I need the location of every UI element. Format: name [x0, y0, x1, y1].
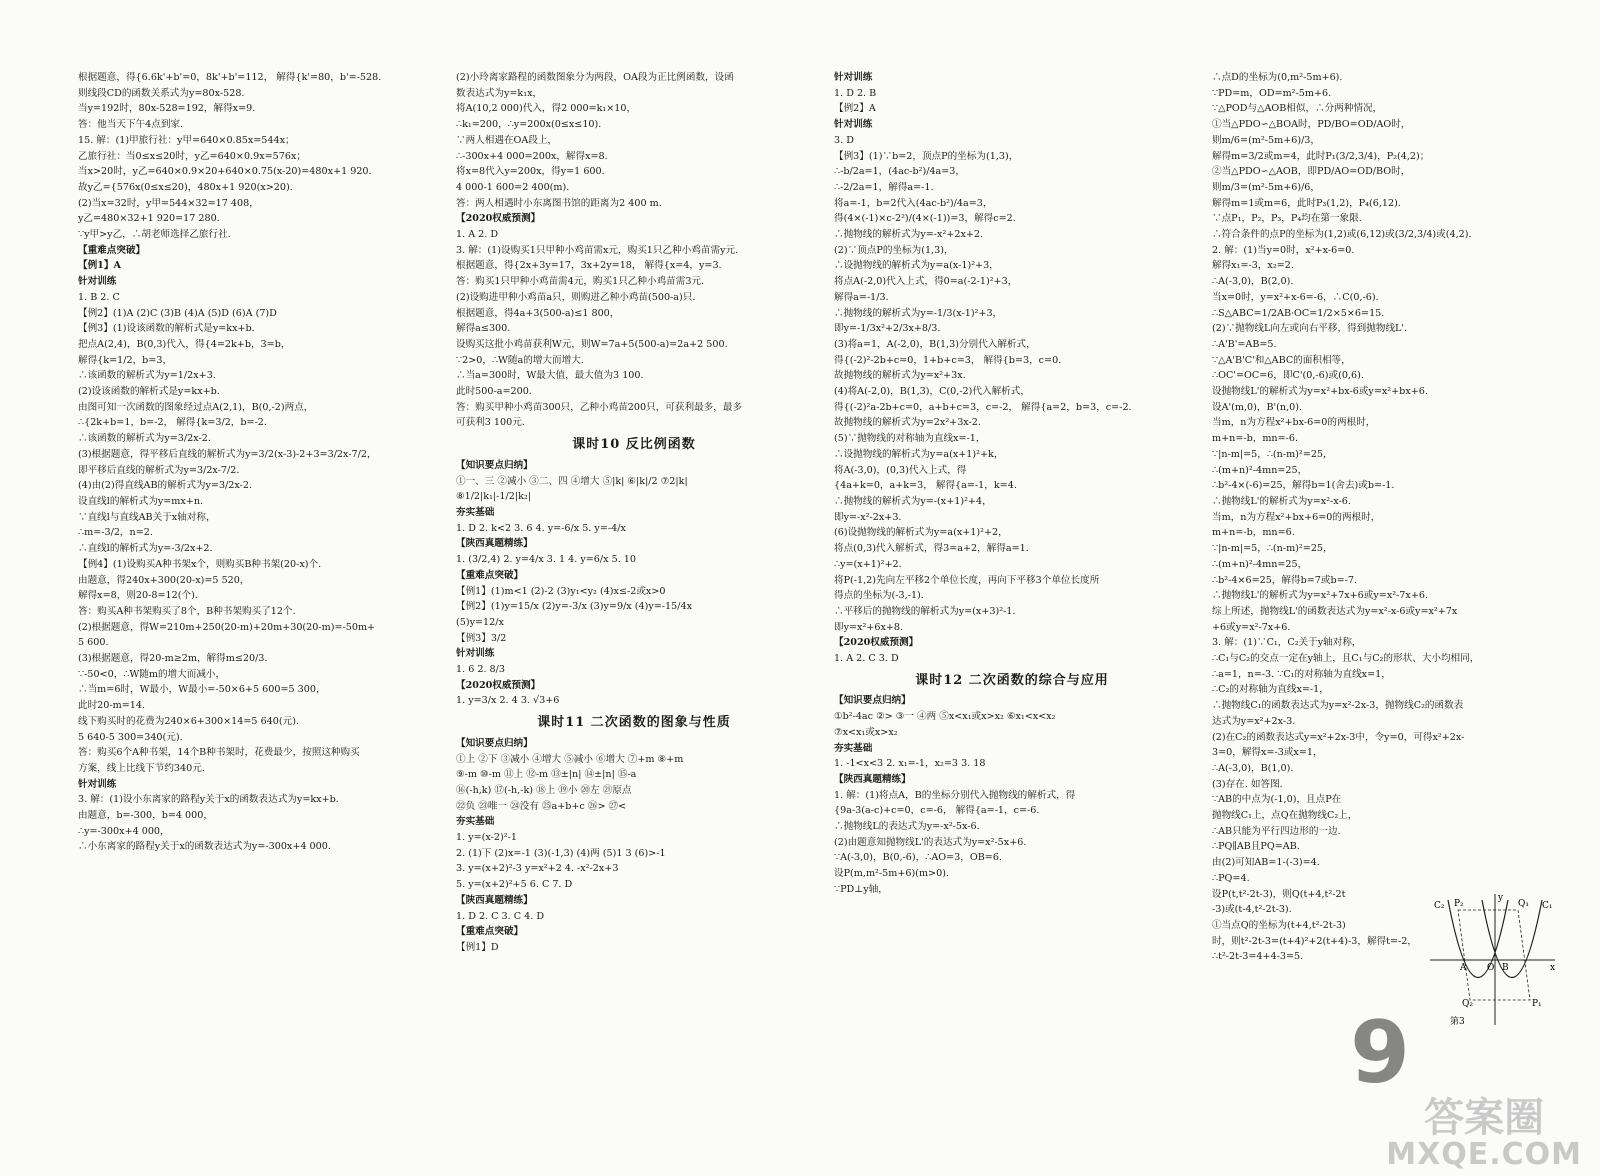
- text-line: (2)小玲离家路程的函数图象分为两段，OA段为正比例函数，设函: [456, 72, 734, 83]
- text-line: ∴抛物线C₁的函数表达式为y=x²-2x-3，抛物线C₂的函数表: [1212, 700, 1464, 712]
- text-line: 故抛物线的解析式为y=2x²+3x-2.: [834, 417, 981, 429]
- text-line: 把点A(2,4)，B(0,3)代入，得{4=2k+b，3=b，: [78, 338, 291, 350]
- text-line: 得{(-2)²a-2b+c=0，a+b+c=3，c=-2， 解得{a=2，b=3，c=-2.: [834, 401, 1132, 413]
- fig-label: P₁: [1532, 999, 1542, 1009]
- text-line: 当y=192时，80x-528=192，解得x=9.: [78, 103, 256, 115]
- text-line: ∴该函数的解析式为y=1/2x+3.: [78, 370, 216, 382]
- text-line: 【陕西真题精练】: [456, 538, 533, 550]
- text-line: 答：购买1只甲种小鸡苗需4元，购买1只乙种小鸡苗需3元.: [456, 276, 705, 288]
- text-line: 3. 解：(1)设小东离家的路程y关于x的函数表达式为y=kx+b.: [78, 794, 339, 806]
- text-line: ∴抛物线的解析式为y=-1/3(x-1)²+3，: [834, 307, 1003, 319]
- text-line: ②当△PDO∽△AOB，即PD/AO=OD/BO时，: [1212, 166, 1411, 178]
- text-line: ∴直线l的解析式为y=-3/2x+2.: [78, 543, 213, 555]
- text-line: 答：他当天下午4点到家.: [78, 119, 184, 131]
- text-line: ∵y甲>y乙，∴胡老师选择乙旅行社.: [78, 229, 231, 241]
- text-line: ∴符合条件的点P的坐标为(1,2)或(6,12)或(3/2,3/4)或(4,2).: [1212, 229, 1472, 241]
- text-line: 答：购买甲种小鸡苗300只，乙种小鸡苗200只，可获利最多，最多: [456, 401, 743, 413]
- text-line: ∴AB只能为平行四边形的一边.: [1212, 825, 1341, 837]
- text-line: ∴A'B'=AB=5.: [1212, 338, 1277, 350]
- text-line: 1. A 2. C 3. D: [834, 653, 899, 665]
- fig-label: O: [1487, 963, 1495, 973]
- text-line: 得{(-2)²-2b+c=0，1+b+c=3， 解得{b=3，c=0.: [834, 354, 1062, 366]
- text-line: 【例4】(1)设购买A种书架x个，则购买B种书架(20-x)个.: [78, 558, 322, 570]
- text-line: 根据题意，得4a+3(500-a)≤1 800，: [456, 307, 620, 319]
- text-line: ∵PD⊥y轴，: [834, 883, 888, 895]
- text-line: 设购买这批小鸡苗获利W元，则W=7a+5(500-a)=2a+2 500.: [456, 338, 728, 350]
- text-line: ∴抛物线L的表达式为y=-x²-5x-6.: [834, 821, 980, 833]
- text-line: (2)由题意知抛物线L'的表达式为y=x²-5x+6.: [834, 836, 1027, 848]
- text-line: 设A'(m,0)，B'(n,0).: [1212, 401, 1303, 413]
- text-line: 解得a≤300.: [456, 323, 511, 335]
- text-line: ∴OC'=OC=6，即C'(0,-6)或(0,6).: [1212, 370, 1364, 382]
- text-line: 【知识要点归纳】: [456, 737, 533, 749]
- text-line: 针对训练: [78, 778, 117, 790]
- text-line: ∴当a=300时，W最大值，最大值为3 100.: [456, 370, 644, 382]
- text-line: 由题意，得240x+300(20-x)=5 520，: [78, 574, 250, 586]
- text-line: (4)将A(-2,0)，B(1,3)，C(0,-2)代入解析式，: [834, 386, 1030, 398]
- fig-label: P₂: [1454, 899, 1464, 909]
- column-2: [456, 70, 812, 1110]
- text-line: 答：购买A种书架购买了8个，B种书架购买了12个.: [78, 605, 296, 617]
- text-line: 解得m=1或m=6，此时P₃(1,2)，P₄(6,12).: [1212, 197, 1401, 209]
- text-line: ∴k₁=200，∴y=200x(0≤x≤10).: [456, 119, 602, 131]
- text-line: ∴-b/2a=1，(4ac-b²)/4a=3，: [834, 166, 965, 178]
- text-line: (4)由(2)得直线AB的解析式为y=3/2x-2.: [78, 480, 253, 492]
- text-line: 答：两人相遇时小东离图书馆的距离为2 400 m.: [456, 197, 662, 209]
- text-line: 解得m=3/2或m=4，此时P₁(3/2,3/4)，P₂(4,2)；: [1212, 150, 1430, 162]
- text-line: ∵2>0，∴W随a的增大而增大.: [456, 354, 584, 366]
- text-line: ∴设抛物线的解析式为y=a(x-1)²+3，: [834, 260, 999, 272]
- text-line: ①b²-4ac ②> ③一 ④两 ⑤x<x₁或x>x₂ ⑥x₁<x<x₂: [834, 711, 1056, 723]
- text-line: 1. B 2. C: [78, 291, 120, 303]
- fig-label: Q₁: [1518, 899, 1529, 909]
- text-line: 即平移后直线的解析式为y=3/2x-7/2.: [78, 464, 240, 476]
- text-line: 【2020权威预测】: [456, 679, 541, 691]
- text-line: ∴PQ∥AB且PQ=AB.: [1212, 841, 1300, 853]
- text-line: 故y乙={576x(0≤x≤20)，480x+1 920(x>20).: [78, 181, 293, 193]
- text-line: ∴当m=6时，W最小，W最小=-50×6+5 600=5 300，: [78, 684, 326, 696]
- text-line: ∴抛物线的解析式为y=-(x+1)²+4，: [834, 495, 992, 507]
- text-line: 夯实基础: [456, 506, 495, 518]
- text-line: m+n=-b，mn=-6.: [1212, 433, 1299, 445]
- text-line: ∴(m+n)²-4mn=25，: [1212, 558, 1308, 570]
- text-line: 此时20-m=14.: [78, 700, 146, 712]
- text-line: ∴小东离家的路程y关于x的函数表达式为y=-300x+4 000.: [78, 841, 331, 853]
- text-line: ①当点Q的坐标为(t+4,t²-2t-3): [1212, 919, 1346, 931]
- text-line: 当m，n为方程x²+bx-6=0的两根时，: [1212, 417, 1376, 429]
- text-line: ∴C₂的对称轴为直线x=-1，: [1212, 684, 1329, 696]
- text-line: 针对训练: [78, 276, 117, 288]
- text-line: 乙旅行社：当0≤x≤20时，y乙=640×0.9x=576x；: [78, 150, 306, 162]
- text-line: 达式为y=x²+2x-3.: [1212, 715, 1296, 727]
- text-line: 3=0，解得x=-3或x=1，: [1212, 747, 1323, 759]
- text-line: 线下购买时的花费为240×6+300×14=5 640(元).: [78, 715, 300, 727]
- section-heading: 课时12 二次函数的综合与应用: [915, 672, 1109, 688]
- text-line: 根据题意，得{6.6k'+b'=0，8k'+b'=112， 解得{k'=80，b'=-528.: [78, 72, 382, 83]
- text-line: m+n=-b，mn=6.: [1212, 527, 1295, 539]
- text-line: ∴抛物线L'的解析式为y=x²+7x+6或y=x²-7x+6.: [1212, 590, 1429, 602]
- text-line: 将P(-1,2)先向左平移2个单位长度，再向下平移3个单位长度所: [834, 574, 1100, 586]
- text-line: ∴-2/2a=1，解得a=-1.: [834, 181, 934, 193]
- text-line: 【例3】3/2: [456, 632, 507, 644]
- text-line: 2. 解：(1)当y=0时，x²+x-6=0.: [1212, 244, 1355, 256]
- text-line: 将点A(-2,0)代入上式，得0=a(-2-1)²+3，: [834, 276, 1018, 288]
- text-line: 1. A 2. D: [456, 229, 499, 241]
- section-heading: 课时11 二次函数的图象与性质: [537, 715, 731, 731]
- fig-label: Q₂: [1462, 999, 1473, 1009]
- parabola-c2: [1448, 900, 1508, 978]
- text-line: ∴平移后的抛物线的解析式为y=(x+3)²-1.: [834, 605, 1016, 617]
- text-line: 则线段CD的函数关系式为y=80x-528.: [78, 87, 245, 99]
- text-line: 将点(0,3)代入解析式，得3=a+2，解得a=1.: [834, 543, 1029, 555]
- text-line: (5)y=12/x: [456, 616, 504, 628]
- text-line: ∵直线l与直线AB关于x轴对称，: [78, 511, 216, 523]
- text-line: (2)∵抛物线L向左或向右平移，得到抛物线L'.: [1212, 323, 1408, 335]
- text-line: 【例2】(1)A (2)C (3)B (4)A (5)D (6)A (7)D: [78, 307, 277, 319]
- text-line: 当x=0时，y=x²+x-6=-6，∴C(0,-6).: [1212, 291, 1379, 303]
- text-line: ∴-300x+4 000=200x，解得x=8.: [456, 150, 608, 162]
- fig-label: x: [1550, 963, 1556, 973]
- text-line: (3)将a=1，A(-2,0)，B(1,3)分别代入解析式，: [834, 338, 1036, 350]
- text-line: ∵点P₁，P₂，P₃，P₄均在第一象限.: [1212, 213, 1362, 225]
- text-line: ∴抛物线L'的解析式为y=x²-x-6.: [1212, 495, 1351, 507]
- text-line: 则m/3=(m²-5m+6)/6，: [1212, 181, 1321, 193]
- text-line: 答：购买6个A种书架，14个B种书架时，花费最少，按照这种购买: [78, 747, 360, 759]
- text-line: (6)设抛物线的解析式为y=a(x+1)²+2，: [834, 527, 1008, 539]
- text-line: 4 000-1 600=2 400(m).: [456, 181, 570, 193]
- text-line: 【知识要点归纳】: [456, 459, 533, 471]
- text-line: 抛物线C₁上，点Q在抛物线C₂上，: [1212, 810, 1358, 822]
- text-line: 针对训练: [456, 648, 495, 660]
- text-line: ㉒负 ㉓唯一 ㉔没有 ㉕a+b+c ㉖> ㉗<: [456, 800, 627, 812]
- text-line: 1. 6 2. 8/3: [456, 664, 505, 676]
- text-line: ∴y=-300x+4 000，: [78, 825, 170, 837]
- text-line: ∴A(-3,0)，B(2,0).: [1212, 276, 1294, 288]
- parabola-figure: [1430, 890, 1560, 1030]
- text-line: 【2020权威预测】: [834, 637, 919, 649]
- text-line: 【例1】A: [78, 260, 121, 272]
- text-line: {9a-3(a-c)+c=0，c=-6， 解得{a=-1，c=-6.: [834, 805, 1040, 817]
- text-line: 5 600.: [78, 637, 109, 649]
- text-line: ∴m=-3/2，n=2.: [78, 527, 153, 539]
- text-line: 由题意，b=-300，b=4 000，: [78, 810, 213, 822]
- text-line: ∴S△ABC=1/2AB·OC=1/2×5×6=15.: [1212, 307, 1385, 319]
- text-line: ∴该函数的解析式为y=3/2x-2.: [78, 433, 211, 445]
- text-line: 【例2】A: [834, 103, 876, 115]
- text-line: 可获利3 100元.: [456, 417, 525, 429]
- fig-label: B: [1502, 963, 1509, 973]
- text-line: ∵|n-m|=5，∴(n-m)²=25，: [1212, 543, 1333, 555]
- text-line: 设抛物线L'的解析式为y=x²+bx-6或y=x²+bx+6.: [1212, 386, 1428, 398]
- text-line: 【2020权威预测】: [456, 213, 541, 225]
- text-line: 【陕西真题精练】: [456, 894, 533, 906]
- text-line: 1. 解：(1)将点A，B的坐标分别代入抛物线的解析式，得: [834, 789, 1076, 801]
- text-line: 将x=8代入y=200x，得y=1 600.: [456, 166, 605, 178]
- text-line: 得(4×(-1)×c-2²)/(4×(-1))=3，解得c=2.: [834, 213, 1016, 225]
- text-line: 方案，线上比线下节约340元.: [78, 762, 205, 774]
- text-line: 将A(-3,0)，(0,3)代入上式，得: [834, 464, 967, 476]
- text-line: ∴t²-2t-3=4+4-3=5.: [1212, 951, 1304, 963]
- text-line: 得点的坐标为(-3,-1).: [834, 590, 924, 602]
- text-line: 【例3】(1)设该函数的解析式是y=kx+b.: [78, 323, 255, 335]
- text-line: ①一、三 ②减小 ③二、四 ④增大 ⑤|k| ⑥|k|/2 ⑦2|k|: [456, 475, 688, 487]
- text-line: 由(2)可知AB=1-(-3)=4.: [1212, 857, 1320, 869]
- text-line: (2)设购进甲种小鸡苗a只，则购进乙种小鸡苗(500-a)只.: [456, 291, 696, 303]
- text-line: ∵两人相遇在OA段上，: [456, 134, 558, 146]
- text-line: y乙=480×32+1 920=17 280.: [78, 213, 220, 225]
- text-line: 【重难点突破】: [456, 569, 524, 581]
- text-line: -3)或(t-4,t²-2t-3).: [1212, 904, 1292, 916]
- text-line: 【例1】(1)m<1 (2)-2 (3)y₁<y₂ (4)x≤-2或x>0: [456, 585, 666, 597]
- text-line: 1. D 2. B: [834, 87, 877, 99]
- text-line: ⑨-m ⑩-m ⑪上 ⑫-m ⑬±|n| ⑭±|n| ⑮-a: [456, 769, 637, 781]
- text-line: (3)存在. 如答图.: [1212, 778, 1283, 790]
- text-line: 针对训练: [834, 72, 873, 83]
- text-line: ∴设抛物线的解析式为y=a(x+1)²+k，: [834, 448, 1004, 460]
- fig-label: C₂: [1434, 901, 1445, 911]
- text-line: 1. y=3/x 2. 4 3. √3+6: [456, 695, 560, 707]
- text-line: ∵△POD与△AOB相似，∴分两种情况，: [1212, 103, 1383, 115]
- text-line: 解得x=8，则20-8=12(个).: [78, 590, 198, 602]
- page-number-digit: 9: [1350, 1003, 1410, 1103]
- section-heading: 课时10 反比例函数: [572, 437, 696, 453]
- text-line: 3. 解：(1)设购买1只甲种小鸡苗需x元，购买1只乙种小鸡苗需y元.: [456, 244, 739, 256]
- text-line: ∴b²-4×(-6)=25，解得b=1(舍去)或b=-1.: [1212, 480, 1395, 492]
- text-line: 时，则t²-2t-3=(t+4)²+2(t+4)-3，解得t=-2，: [1212, 935, 1417, 947]
- text-line: 1. (3/2,4) 2. y=4/x 3. 1 4. y=6/x 5. 10: [456, 554, 637, 566]
- text-line: 即y=-1/3x²+2/3x+8/3.: [834, 323, 941, 335]
- text-line: 【陕西真题精练】: [834, 773, 911, 785]
- text-line: ∴b²-4×6=25，解得b=7或b=-7.: [1212, 574, 1358, 586]
- text-line: ∴y=(x+1)²+2.: [834, 558, 902, 570]
- text-line: 解得{k=1/2，b=3，: [78, 354, 173, 366]
- text-line: 解得a=-1/3.: [834, 291, 889, 303]
- text-line: 3. D: [834, 134, 854, 146]
- text-line: 解得x₁=-3，x₂=2.: [1212, 260, 1294, 272]
- text-line: 1. -1<x<3 2. x₁=-1，x₂=3 3. 18: [834, 758, 986, 770]
- text-line: 【重难点突破】: [78, 244, 146, 256]
- text-line: 设P(m,m²-5m+6)(m>0).: [834, 868, 949, 880]
- text-line: 当x>20时，y乙=640×0.9×20+640×0.75(x-20)=480x+1 920.: [78, 166, 372, 178]
- column-3: [834, 70, 1190, 1110]
- text-line: 1. D 2. C 3. C 4. D: [456, 910, 545, 922]
- text-line: 【知识要点归纳】: [834, 695, 911, 707]
- text-line: ①当△PDO∽△BOA时，PD/BO=OD/AO时，: [1212, 119, 1411, 131]
- text-line: 将a=-1，b=2代入(4ac-b²)/4a=3，: [834, 197, 993, 209]
- fig-caption: 第3: [1450, 1017, 1465, 1027]
- text-line: 根据题意，得{2x+3y=17，3x+2y=18， 解得{x=4，y=3.: [456, 260, 722, 272]
- text-line: (2)∵顶点P的坐标为(1,3)，: [834, 244, 954, 256]
- text-line: 设直线l的解析式为y=mx+n.: [78, 495, 204, 507]
- text-line: 【例3】(1)∵b=2，顶点P的坐标为(1,3)，: [834, 150, 1019, 162]
- text-line: 15. 解：(1)甲旅行社：y甲=640×0.85x=544x；: [78, 134, 295, 146]
- fig-label: C₁: [1542, 901, 1553, 911]
- text-line: ∵|n-m|=5，∴(n-m)²=25，: [1212, 448, 1333, 460]
- text-line: ∵PD=m，OD=m²-5m+6.: [1212, 87, 1332, 99]
- text-line: 即y=-x²-2x+3.: [834, 511, 902, 523]
- text-line: (2)根据题意，得W=210m+250(20-m)+20m+30(20-m)=-50m+: [78, 621, 376, 633]
- text-line: 1. D 2. k<2 3. 6 4. y=-6/x 5. y=-4/x: [456, 522, 626, 534]
- text-line: 5. y=(x+2)²+5 6. C 7. D: [456, 879, 573, 891]
- text-line: ∵-50<0，∴W随m的增大而减小，: [78, 668, 226, 680]
- text-line: 数表达式为y=k₁x，: [456, 87, 543, 99]
- text-line: 此时500-a=200.: [456, 386, 532, 398]
- text-line: ∴a=1，n=-3. ∵C₁的对称轴为直线x=1，: [1212, 668, 1391, 680]
- text-line: ∴{2k+b=1，b=-2， 解得{k=3/2，b=-2.: [78, 417, 267, 429]
- text-line: 5 640-5 300=340(元).: [78, 731, 183, 743]
- text-line: ∵AB的中点为(-1,0)，且点P在: [1212, 794, 1342, 806]
- text-line: (2)在C₂的函数表达式y=x²+2x-3中，令y=0，可得x²+2x-: [1212, 731, 1465, 743]
- text-line: 将A(10,2 000)代入，得2 000=k₁×10，: [456, 103, 637, 115]
- text-line: ∴PQ=4.: [1212, 872, 1250, 884]
- text-line: ∵△A'B'C'和△ABC的面积相等，: [1212, 354, 1351, 366]
- text-line: 当m，n为方程x²+bx+6=0的两根时，: [1212, 511, 1381, 523]
- text-line: 故抛物线的解析式为y=x²+3x.: [834, 370, 966, 382]
- watermark-cn: 答案圈: [1424, 1095, 1545, 1141]
- text-line: 即y=x²+6x+8.: [834, 621, 904, 633]
- text-line: (3)根据题意，得平移后直线的解析式为y=3/2(x-3)-2+3=3/2x-7/2，: [78, 448, 377, 460]
- text-line: 由图可知一次函数的图象经过点A(2,1)，B(0,-2)两点，: [78, 401, 314, 413]
- text-line: (2)当x=32时，y甲=544×32=17 408，: [78, 197, 259, 209]
- text-line: 综上所述，抛物线L'的函数表达式为y=x²-x-6或y=x²+7x: [1212, 605, 1458, 617]
- text-line: ∴A(-3,0)，B(1,0).: [1212, 762, 1294, 774]
- text-line: 3. y=(x+2)²-3 y=x²+2 4. -x²-2x+3: [456, 863, 619, 875]
- text-line: ∴(m+n)²-4mn=25，: [1212, 464, 1308, 476]
- text-line: ∴点D的坐标为(0,m²-5m+6).: [1212, 72, 1343, 83]
- text-line: 则m/6=(m²-5m+6)/3，: [1212, 134, 1321, 146]
- answer-page: [78, 70, 1568, 1110]
- text-line: ∴抛物线的解析式为y=-x²+2x+2.: [834, 229, 984, 241]
- column-1: [78, 70, 434, 1110]
- text-line: 夯实基础: [834, 742, 873, 754]
- text-line: +6或y=x²-7x+6.: [1212, 621, 1291, 633]
- text-line: 【例1】D: [456, 941, 499, 953]
- text-line: ⑧1/2|k₁|-1/2|k₂|: [456, 491, 531, 503]
- text-line: 3. 解：(1)∵C₁，C₂关于y轴对称，: [1212, 637, 1362, 649]
- text-line: 【例2】(1)y=15/x (2)y=-3/x (3)y=9/x (4)y=-15/4x: [456, 601, 693, 613]
- text-line: 2. (1)下 (2)x=-1 (3)(-1,3) (4)两 (5)1 3 (6)>-1: [456, 847, 666, 859]
- fig-label: A: [1460, 963, 1467, 973]
- text-line: 【重难点突破】: [456, 926, 524, 938]
- text-line: (5)∵抛物线的对称轴为直线x=-1，: [834, 433, 986, 445]
- text-line: (2)设该函数的解析式是y=kx+b.: [78, 386, 220, 398]
- text-line: 夯实基础: [456, 816, 495, 828]
- text-line: ①上 ②下 ③减小 ④增大 ⑤减小 ⑥增大 ⑦+m ⑧+m: [456, 753, 684, 765]
- watermark-logo: [1386, 1096, 1582, 1170]
- text-line: ⑯(-h,k) ⑰(-h,-k) ⑱上 ⑲小 ⑳左 ㉑原点: [456, 784, 632, 796]
- text-line: 设P(t,t²-2t-3)，则Q(t+4,t²-2t: [1212, 888, 1346, 900]
- text-line: ∴C₁与C₂的交点一定在y轴上，且C₁与C₂的形状、大小均相同，: [1212, 653, 1480, 665]
- text-line: ∵A(-3,0)，B(0,-6)，∴AO=3，OB=6.: [834, 852, 1002, 864]
- fig-label: y: [1498, 893, 1504, 903]
- watermark-en: MXQE.COM: [1386, 1137, 1582, 1172]
- text-line: (3)根据题意，得20-m≥2m，解得m≤20/3.: [78, 653, 268, 665]
- text-line: 1. y=(x-2)²-1: [456, 832, 517, 844]
- text-line: {4a+k=0，a+k=3， 解得{a=-1，k=4.: [834, 480, 1017, 492]
- text-line: 针对训练: [834, 119, 873, 131]
- text-line: ⑦x<x₁或x>x₂: [834, 726, 898, 738]
